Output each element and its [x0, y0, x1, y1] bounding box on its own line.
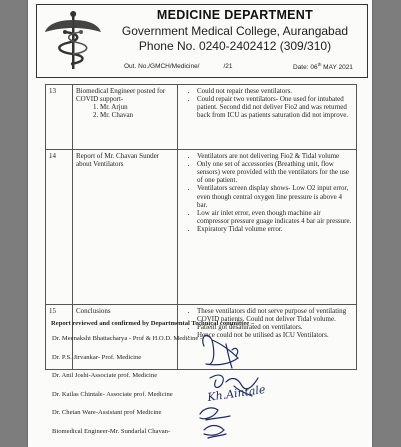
committee-member: Dr. Chetan Ware-Assistant prof Medicine: [52, 409, 162, 417]
list-item: 1. Mr. Arjun: [100, 103, 174, 111]
date-month-year: MAY 2021: [323, 64, 353, 72]
letter-date: [293, 62, 353, 71]
committee-member: Dr. P.S. Jirvankar- Prof. Medicine: [52, 353, 142, 361]
subject-text: Biomedical Engineer posted for COVID support-: [76, 87, 166, 104]
row-findings: [178, 150, 357, 305]
outward-number-label: Out. No./GMCH/Medicine/: [124, 63, 200, 70]
college-name: Government Medical College, Aurangabad: [121, 24, 349, 38]
list-item: 2. Mr. Chavan: [100, 111, 174, 119]
document-page: [28, 0, 372, 447]
row-number: 14: [46, 150, 73, 305]
date-label: Date:: [293, 64, 309, 72]
date-day: 06: [310, 64, 318, 72]
table-row: [46, 150, 357, 305]
list-item: • Could not repair these ventilators.: [197, 87, 353, 95]
table-row: [46, 85, 357, 150]
list-item: • Low air inlet error, even though machine air compressor pressure guage indicates 4 bar air pressure.: [197, 209, 353, 225]
outward-number: [124, 63, 233, 70]
committee-member: Dr. Kailas Chintale- Associate prof. Medicine: [52, 390, 173, 398]
list-item: • Patient got desaturated on ventilators.: [197, 323, 353, 331]
list-item: • Ventilators are not delivering Fio2 & Tidal volume: [197, 152, 353, 160]
list-item: • Hence could not be utilised as ICU Ventilators.: [197, 331, 353, 339]
list-item: • Ventilators screen display shows- Low O2 input error, even though central oxygen line pressure is above 4 bar.: [197, 184, 353, 208]
caduceus-logo-icon: [43, 10, 103, 72]
list-item: • Expiratory Tidal volume error.: [197, 225, 353, 233]
outward-number-year: /21: [223, 63, 233, 70]
phone-number: Phone No. 0240-2402412 (309/310): [138, 39, 332, 53]
row-subject: [73, 85, 178, 150]
list-item: • These ventilators did not serve purpose of ventilating COVID patients. Could not deliver Tidal volume.: [197, 307, 353, 323]
row-subject: Conclusions: [73, 305, 178, 370]
list-item: • Only one set of accessories (Breathing unit, flow sensors) were provided with the ventilators for the use of one patient.: [197, 160, 353, 184]
signature-chintale: Kh.Aintale: [206, 382, 267, 404]
committee-member: Dr. Meenakshi Bhattacharya - Prof & H.O.D. Medicine -: [52, 335, 203, 342]
committee-title: Report reviewed and confirmed by Departmental Technical committee –: [51, 320, 255, 327]
row-number: 13: [46, 85, 73, 150]
letterhead: [36, 4, 368, 78]
committee-member: Biomedical Engineer-Mr. Sundarlal Chavan-: [52, 427, 171, 435]
row-number: 15: [46, 305, 73, 370]
committee-signoff: [51, 320, 361, 444]
row-findings: [178, 85, 357, 150]
date-suffix: th: [317, 62, 322, 67]
list-item: • Could repair two ventilators- One used for intubated patient. Second did not deliver Fio2 and was returned back from ICU as patients saturation did not improve.: [197, 95, 353, 119]
committee-member: Dr. Anil Joshi-Associate prof. Medicine: [52, 372, 158, 380]
row-subject: Report of Mr. Chavan Sunder about Ventilators: [73, 150, 178, 305]
department-name: MEDICINE DEPARTMENT: [156, 8, 314, 22]
